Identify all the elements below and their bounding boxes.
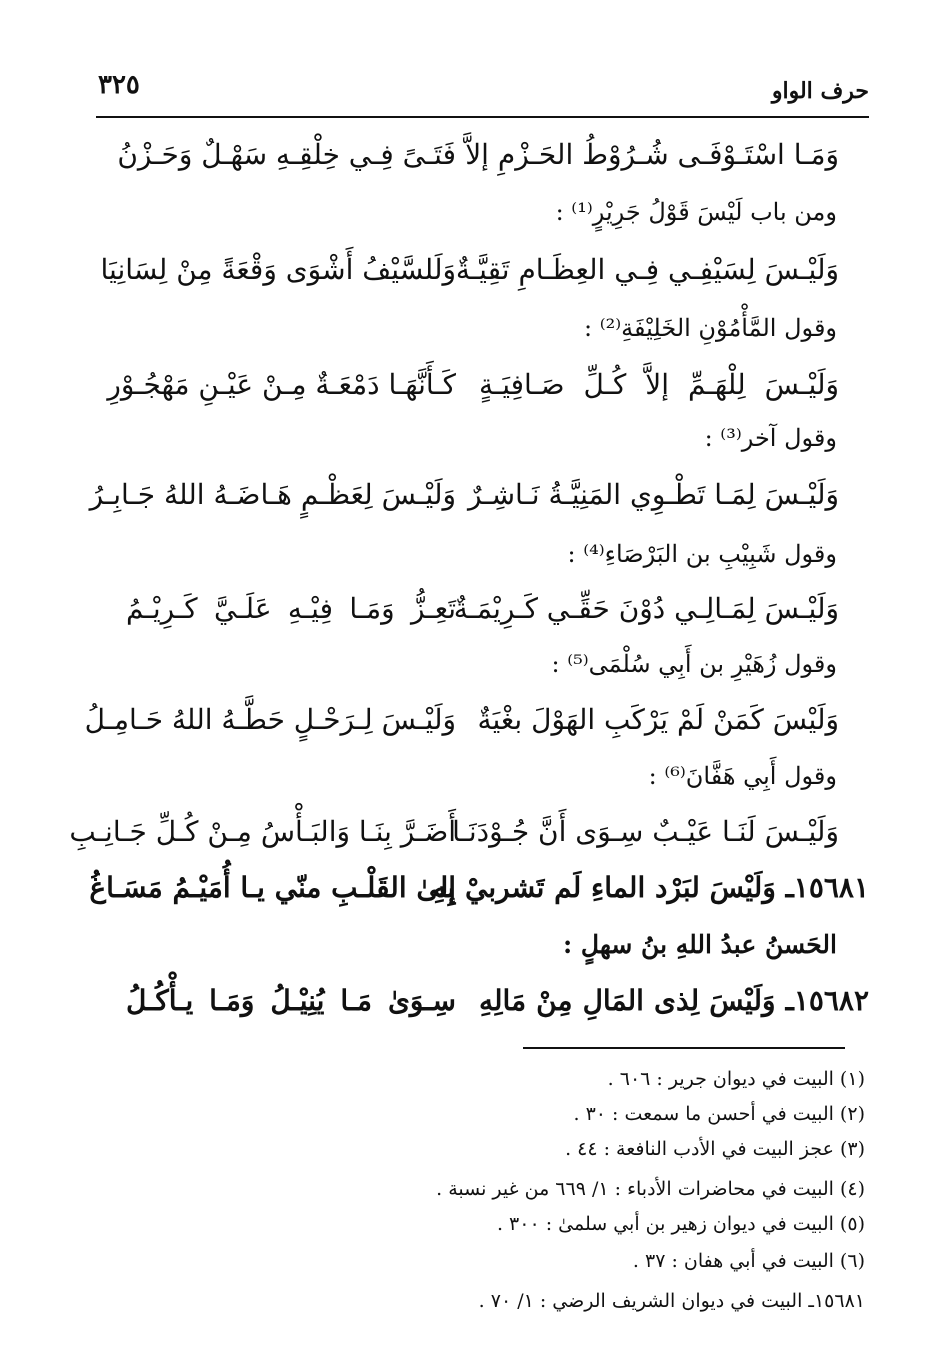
verse-first-hemistich: وَلَيْسَ كَمَنْ لَمْ يَرْكَبِ الهَوْلَ بغْيَةٌ	[477, 703, 839, 736]
verse-first-hemistich: وَمَـا اسْتَـوْفَـى شُـرُوْطُ الحَـزْمِ إلاَّ	[465, 138, 839, 171]
entry-number: ١٥٦٨٢ـ	[785, 984, 870, 1017]
footnote: (٥) البيت في ديوان زهير بن أبي سلمىٰ : ٣٠٠ .	[496, 1213, 865, 1235]
verse-second-hemistich: أَضَـرَّ بِنَـا وَالبَـأْسُ مِـنْ كُـلِّ جَـانِـبِ	[69, 815, 456, 848]
verse-first-hemistich-text: وَلَيْسَ لِذى المَالِ مِنْ مَالِهِ	[479, 984, 776, 1017]
header-rule	[96, 116, 869, 118]
verse-first-hemistich: وَلَيْـسَ لِمَـالِـي دُوْنَ حَقِّـي كَـرِيْمَـةٌ	[453, 592, 839, 625]
verse-second-hemistich: سِـوَىٰ مَـا يُنِيْـلُ وَمَـا يـأْكُـلُ	[126, 984, 456, 1017]
footnote: (٣) عجز البيت في الأدب النافعة : ٤٤ .	[565, 1138, 865, 1160]
verse-first-hemistich	[479, 984, 869, 1017]
verse-introduction: ومن باب لَيْسَ قَوْلُ جَرِيْرٍ⁽¹⁾ :	[555, 198, 837, 226]
verse-second-hemistich: تَعِـزُّ وَمَـا فِيْـهِ عَلَـيَّ كَـرِيْـمُ	[126, 592, 456, 625]
verse-first-hemistich: وَلَيْـسَ لِمَـا تَطْـوِي المَنِيَّـةُ نَـاشِـرٌ	[467, 478, 839, 511]
verse-second-hemistich: وَلَيْـسَ لِعَظْـمٍ هَـاضَـهُ اللهُ جَـابِـرُ	[89, 478, 456, 511]
verse-second-hemistich: وَلَيْـسَ لِـرَحْـلٍ حَطَّـهُ اللهُ حَـامِـلُ	[84, 703, 456, 736]
verse-first-hemistich-text: وَلَيْسَ لبَرْد الماءِ لَم تَشربيْ بِهِ	[432, 871, 776, 904]
entry-number: ١٥٦٨١ـ	[785, 871, 869, 904]
page-number: ٣٢٥	[98, 70, 140, 100]
verse-line	[96, 138, 869, 194]
footnote: ١٥٦٨١ـ البيت في ديوان الشريف الرضي : ١/ ٧٠ .	[478, 1290, 865, 1312]
poet-attribution: الحَسنُ عبدُ اللهِ بنُ سهلٍ :	[563, 930, 837, 959]
footnote: (٦) البيت في أبي هفان : ٣٧ .	[632, 1250, 865, 1272]
footnote: (٤) البيت في محاضرات الأدباء : ١/ ٦٦٩ من غير نسبة .	[436, 1178, 865, 1200]
verse-first-hemistich	[432, 871, 869, 904]
verse-first-hemistich: وَلَيْـسَ لَنَـا عَيْـبٌ سِـوَى أَنَّ جُـوْدَنَـا	[452, 815, 839, 848]
verse-line	[96, 253, 869, 309]
numbered-verse-line	[89, 871, 869, 927]
verse-first-hemistich: وَلَيْـسَ لِلْهَـمِّ إلاَّ كُـلِّ صَـافِيَـةٍ	[479, 368, 839, 401]
verse-introduction: وقول آخر⁽³⁾ :	[704, 424, 837, 452]
verse-first-hemistich: وَلَيْـسَ لِسَيْفِـي فِـي العِظَـامِ تَقِيَّـةٌ	[455, 253, 839, 286]
verse-second-hemistich: وَلَلسَّيْفُ أَشْوَى وَقْعَةً مِنْ لِسَانِيَا	[100, 253, 456, 286]
verse-introduction: وقول زُهَيْرِ بن أَبِي سُلْمَى⁽⁵⁾ :	[551, 650, 837, 678]
verse-line	[69, 815, 869, 871]
verse-line	[96, 592, 869, 648]
verse-line	[89, 478, 869, 534]
footnote: (٢) البيت في أحسن ما سمعت : ٣٠ .	[573, 1103, 865, 1125]
verse-introduction: وقول شَبِيْبِ بن البَرْصَاءِ⁽⁴⁾ :	[567, 540, 837, 568]
verse-second-hemistich: إلىٰ القَلْـبِ منّي يـا أُمَيْـمُ مَسَـاغُ	[89, 871, 456, 904]
verse-second-hemistich: كَـأَنَّهَـا دَمْعَـةٌ مِـنْ عَيْـنِ مَهْجُـوْرِ	[107, 368, 456, 401]
footnote: (١) البيت في ديوان جرير : ٦٠٦ .	[607, 1068, 865, 1090]
verse-line	[84, 703, 869, 759]
verse-second-hemistich: فَتَـىً فِـي خِلْقِـهِ سَهْـلٌ وَحَـزْنُ	[117, 138, 456, 171]
numbered-verse-line	[96, 984, 869, 1040]
chapter-title: حرف الواو	[771, 78, 869, 104]
verse-line	[96, 368, 869, 424]
verse-introduction: وقول المَّأْمُوْنِ الخَلِيْفَةِ⁽²⁾ :	[584, 314, 837, 342]
footnote-separator	[523, 1047, 845, 1049]
verse-introduction: وقول أَبِي هَفَّانَ⁽⁶⁾ :	[648, 762, 837, 790]
